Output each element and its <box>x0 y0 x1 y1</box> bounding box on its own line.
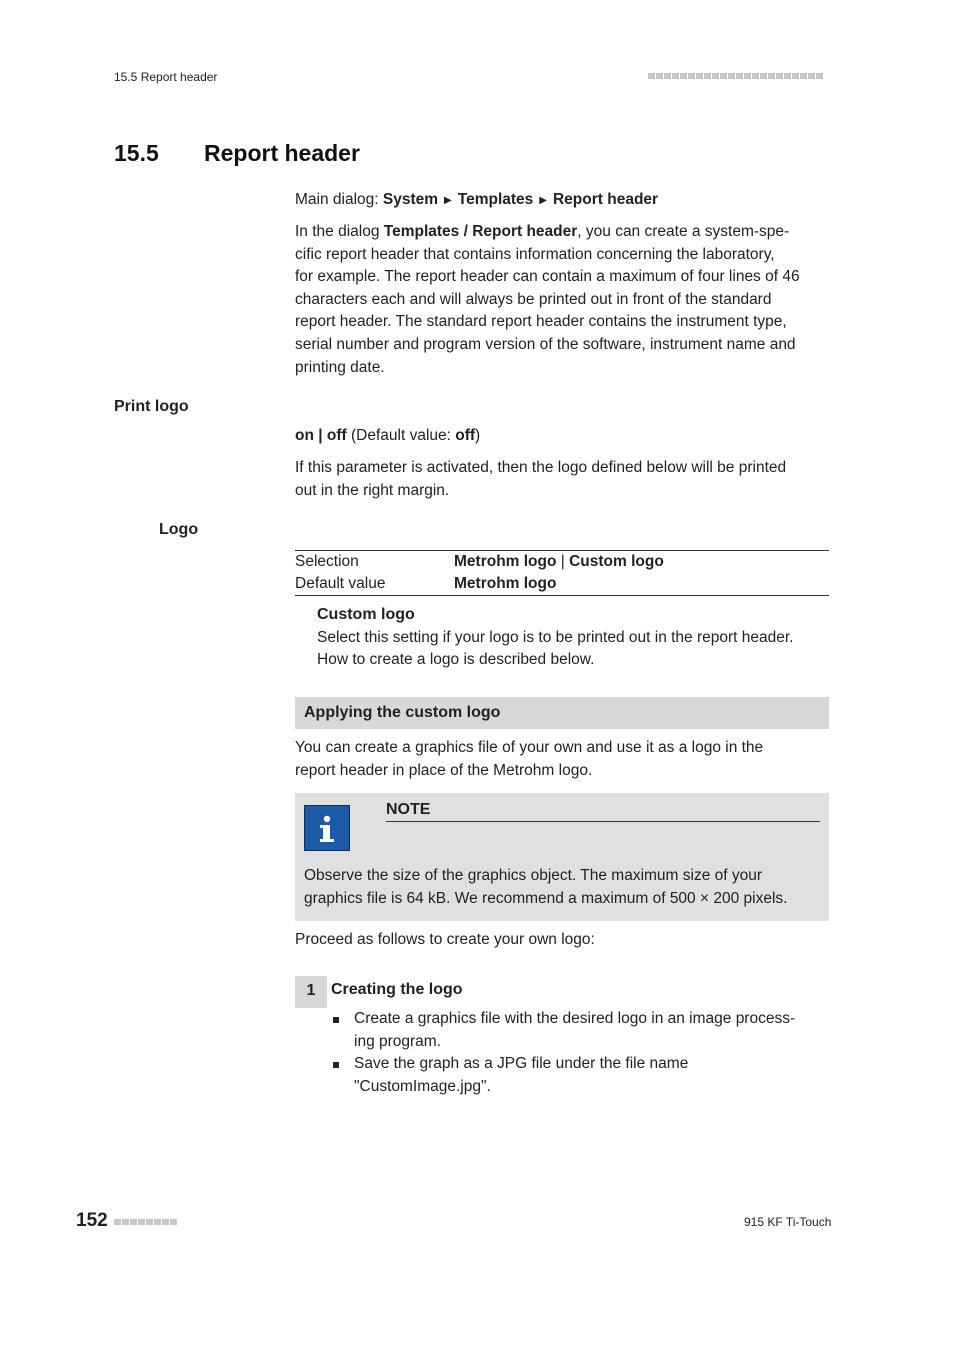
path-templates: Templates <box>457 191 534 208</box>
step-number: 1 <box>295 976 327 1008</box>
applying-paragraph: You can create a graphics file of your own and use it as a logo in the report header in place of the Metrohm logo. <box>295 739 764 779</box>
logo-parameter-table <box>295 550 829 596</box>
print-logo-description: If this parameter is activated, then the logo defined below will be printed out in the right margin. <box>295 459 787 499</box>
section-title: Report header <box>204 140 360 166</box>
selection-label: Selection <box>295 553 359 570</box>
default-label: Default value <box>295 575 386 592</box>
note-text: Observe the size of the graphics object. The maximum size of your graphics file is 64 kB. We recommend a maximum of 500 × 200 pixels. <box>304 867 788 907</box>
custom-logo-title: Custom logo <box>317 606 415 623</box>
triangle-right-icon: ▶ <box>444 195 452 206</box>
list-item: Save the graph as a JPG file under the file name "CustomImage.jpg". <box>331 1053 831 1098</box>
proceed-text: Proceed as follows to create your own logo: <box>295 931 595 948</box>
footer-dot-strip <box>114 1219 177 1225</box>
default-value: Metrohm logo <box>454 575 557 592</box>
section-number: 15.5 <box>114 140 159 166</box>
path-report-header: Report header <box>552 191 659 208</box>
list-item: Create a graphics file with the desired logo in an image process- ing program. <box>331 1008 831 1053</box>
header-dot-strip <box>648 73 823 79</box>
print-logo-values: on | off (Default value: off) <box>295 427 481 444</box>
selection-row <box>295 551 829 573</box>
intro-paragraph: In the dialog Templates / Report header, you can create a system-spe- cific report header that contains information concerning the laboratory, for example. The report header can contain a maximum of four lines of 46 characters each and will always be printed out in front of the standard report header. The standard report header contains the instrument type, serial number and program version of the software, instrument name and printing date. <box>295 223 800 376</box>
product-name: 915 KF Ti-Touch <box>744 1215 832 1229</box>
logo-label: Logo <box>159 521 199 538</box>
applying-heading: Applying the custom logo <box>295 697 829 729</box>
print-logo-label: Print logo <box>114 398 189 415</box>
step-bullet-list <box>331 1008 831 1098</box>
bullet-square-icon <box>333 1062 339 1068</box>
triangle-right-icon: ▶ <box>539 195 547 206</box>
page-number: 152 <box>76 1210 108 1231</box>
step-title: Creating the logo <box>331 981 463 998</box>
path-system: System <box>382 191 439 208</box>
default-row <box>295 573 829 595</box>
running-header: 15.5 Report header <box>114 70 218 84</box>
note-title: NOTE <box>386 801 820 822</box>
bullet-square-icon <box>333 1017 339 1023</box>
section-heading <box>114 140 360 167</box>
custom-logo-block: Custom logo Select this setting if your logo is to be printed out in the report header. How to create a logo is described below. <box>317 604 831 672</box>
main-dialog-path: Main dialog: System ▶ Templates ▶ Report header <box>295 189 831 213</box>
selection-options: Metrohm logo | Custom logo <box>454 553 664 570</box>
info-icon <box>304 805 350 851</box>
